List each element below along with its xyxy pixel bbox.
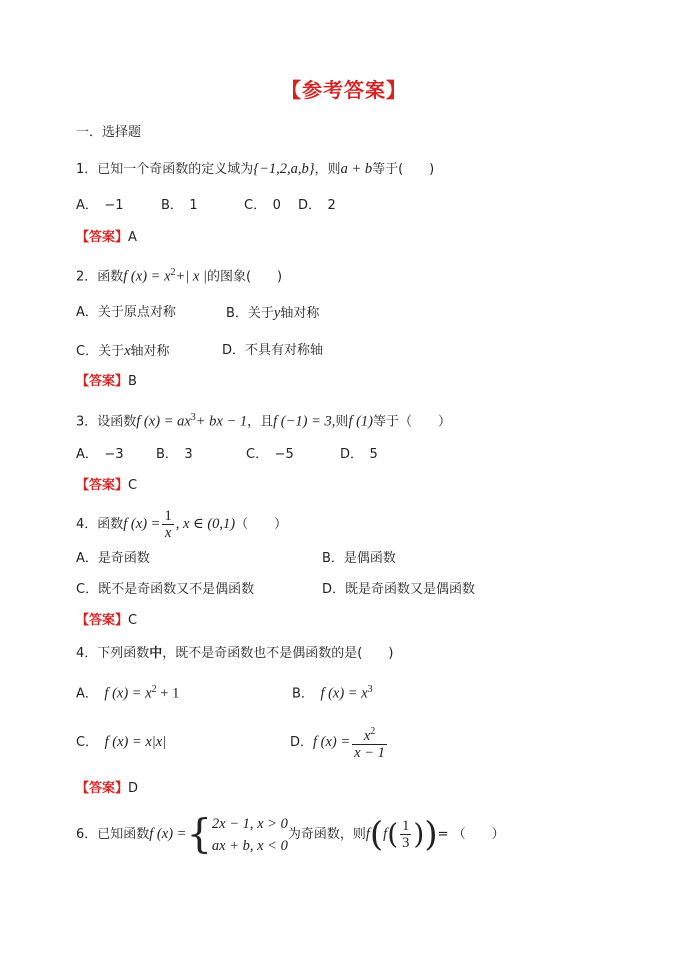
fraction: $\frac{1}{3}$ [402, 818, 410, 851]
q3-option-b: B． 3 [156, 447, 193, 462]
page-title: 【参考答案】 [281, 78, 407, 102]
q4b-answer: 【答案】D [76, 781, 139, 796]
question-4b: 4．下列函数中，既不是奇函数也不是偶函数的是( ) [76, 646, 394, 661]
q1-answer: 【答案】A [76, 230, 137, 245]
q4b-option-d: D．f (x) = $\frac{x^2}{x - 1}$ [290, 726, 385, 761]
q1-option-d: D． 2 [298, 198, 336, 213]
q3-option-d: D． 5 [340, 447, 378, 462]
question-2: 2．函数f $(x) = x^2+|$ x |的图象( ) [76, 267, 283, 285]
q1-option-b: B． 1 [161, 198, 198, 213]
q2-answer: 【答案】B [76, 374, 137, 389]
left-brace: { [186, 811, 212, 858]
fraction: $\frac{x^2}{x - 1}$ [354, 726, 385, 761]
fraction: $\frac{1}{x}$ [164, 508, 172, 541]
q3-answer: 【答案】C [76, 478, 138, 493]
piecewise-cases: 2x − 1, x > 0 ax + b, x < 0 [211, 815, 288, 854]
question-4a: 4．函数f (x) = $\frac{1}{x}$ , x ∈ (0,1)（ ） [76, 508, 288, 541]
q2-option-d: D．不具有对称轴 [222, 343, 324, 358]
q4a-option-a: A．是奇函数 [76, 551, 150, 566]
q3-option-a: A． −3 [76, 447, 124, 462]
q4b-option-c: C． f (x) = x|x| [76, 734, 167, 750]
q2-option-a: A．关于原点对称 [76, 305, 176, 320]
q4a-option-c: C．既不是奇函数又不是偶函数 [76, 582, 255, 597]
question-3: 3．设函数f $(x) = ax^3+$ bx − 1，且f (−1) = 3,则f (1)等于（ ） [76, 412, 452, 430]
domain-set: {−1,2,a,b} [253, 161, 315, 177]
q1-option-c: C． 0 [244, 198, 281, 213]
q4a-option-d: D．既是奇函数又是偶函数 [322, 582, 476, 597]
q4a-answer: 【答案】C [76, 613, 138, 628]
q3-option-c: C． −5 [246, 447, 294, 462]
q2-option-b: B．关于y轴对称 [226, 305, 320, 321]
q4b-option-a: A． f $(x) = x^2 + 1$ [76, 684, 180, 702]
q4b-option-b: B． f $(x) = x^3$ [292, 684, 373, 702]
question-1: 1．已知一个奇函数的定义域为{−1,2,a,b}，则a + b等于( ) [76, 161, 435, 177]
question-6: 6．已知函数f (x) ={ 2x − 1, x > 0 ax + b, x < 0 为奇函数，则f(f( $\frac{1}{3}$ ))= （ ） [76, 811, 505, 858]
q1-option-a: A． −1 [76, 198, 124, 213]
q4a-option-b: B．是偶函数 [322, 551, 396, 566]
section-heading: 一．选择题 [76, 125, 142, 140]
q2-option-c: C．关于x轴对称 [76, 343, 170, 359]
